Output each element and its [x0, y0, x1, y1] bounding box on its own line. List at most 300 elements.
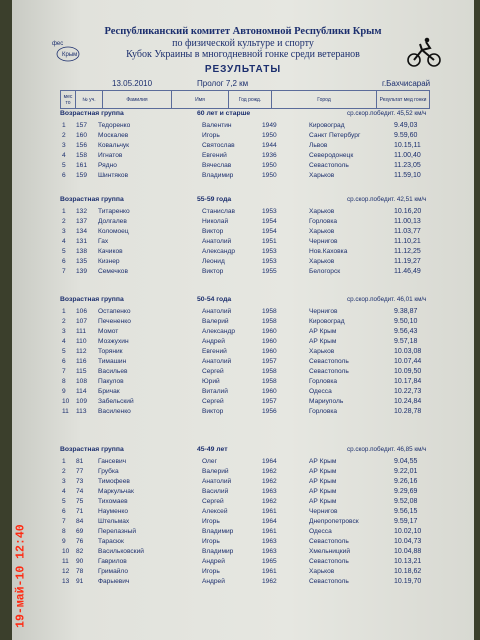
table-row [12, 528, 474, 536]
cell-city: Севастополь [309, 358, 349, 365]
cell-surname: Качиков [98, 248, 123, 255]
cell-bib: 81 [76, 458, 84, 465]
cell-place: 1 [62, 122, 66, 129]
cell-surname: Остапенко [98, 308, 131, 315]
group-winner-speed: ср.скор.победит. 46,01 км/ч [347, 296, 427, 303]
cell-surname: Тимашин [98, 358, 127, 365]
cell-surname: Ковальчук [98, 142, 130, 149]
table-row [12, 458, 474, 466]
table-row [12, 228, 474, 236]
cell-city: Харьков [309, 228, 335, 235]
cell-surname: Кизнер [98, 258, 120, 265]
cell-name: Сергей [202, 368, 224, 375]
cell-bib: 82 [76, 548, 84, 555]
cell-place: 4 [62, 488, 66, 495]
cell-place: 3 [62, 228, 66, 235]
cell-city: Северодонецк [309, 152, 354, 159]
cell-bib: 132 [76, 208, 88, 215]
cell-surname: Забельский [98, 398, 134, 405]
cell-birth-year: 1954 [262, 228, 277, 235]
table-row [12, 468, 474, 476]
cell-birth-year: 1963 [262, 538, 277, 545]
cell-surname: Мозжухин [98, 338, 129, 345]
cell-name: Вячеслав [202, 162, 232, 169]
table-row [12, 388, 474, 396]
cell-bib: 159 [76, 172, 88, 179]
cell-city: Горловка [309, 408, 338, 415]
cell-name: Виктор [202, 228, 224, 235]
cell-result: 11.59,10 [394, 172, 421, 179]
cell-birth-year: 1950 [262, 172, 277, 179]
cell-bib: 138 [76, 248, 88, 255]
cell-result: 9.59,17 [394, 518, 418, 525]
cell-birth-year: 1950 [262, 162, 277, 169]
cell-bib: 158 [76, 152, 88, 159]
cell-city: Севастополь [309, 538, 349, 545]
cell-name: Олег [202, 458, 217, 465]
cell-result: 10.09,50 [394, 368, 422, 375]
cell-birth-year: 1953 [262, 208, 277, 215]
table-row [12, 308, 474, 316]
table-row [12, 478, 474, 486]
cell-place: 7 [62, 268, 66, 275]
cell-surname: Тимофеев [98, 478, 130, 485]
cell-city: Горловка [309, 218, 338, 225]
cell-surname: Гансевич [98, 458, 127, 465]
cell-birth-year: 1965 [262, 558, 277, 565]
cell-place: 12 [62, 568, 70, 575]
cell-result: 11.10,21 [394, 238, 421, 245]
cell-name: Евгений [202, 348, 227, 355]
cell-city: АР Крым [309, 338, 337, 345]
cell-place: 5 [62, 162, 66, 169]
cell-result: 11.23,05 [394, 162, 421, 169]
cell-bib: 106 [76, 308, 88, 315]
cell-bib: 116 [76, 358, 87, 365]
cell-surname: Науменко [98, 508, 129, 515]
cell-city: Кировоград [309, 318, 345, 325]
race-date: 13.05.2010 [112, 79, 153, 88]
cell-surname: Семечков [98, 268, 128, 275]
cell-city: Севастополь [309, 368, 349, 375]
group-age-range: 45-49 лет [197, 446, 228, 453]
table-row [12, 162, 474, 170]
cell-result: 9.29,69 [394, 488, 418, 495]
cell-city: Одесса [309, 388, 332, 395]
col-result: Результат мед гонки [379, 96, 427, 103]
cell-birth-year: 1955 [262, 268, 277, 275]
cell-place: 7 [62, 368, 66, 375]
cell-birth-year: 1957 [262, 398, 277, 405]
cell-result: 9.56,15 [394, 508, 418, 515]
cell-result: 10.13,21 [394, 558, 422, 565]
table-row [12, 348, 474, 356]
cell-name: Станислав [202, 208, 236, 215]
cell-city: АР Крым [309, 478, 337, 485]
cell-bib: 139 [76, 268, 88, 275]
cell-city: Чернигов [309, 308, 338, 315]
cell-bib: 160 [76, 132, 88, 139]
cell-place: 9 [62, 388, 66, 395]
cell-city: АР Крым [309, 468, 337, 475]
table-row [12, 518, 474, 526]
cell-place: 8 [62, 528, 66, 535]
cell-result: 11.00,40 [394, 152, 421, 159]
cell-birth-year: 1957 [262, 358, 277, 365]
cell-bib: 71 [76, 508, 84, 515]
cell-surname: Пакулов [98, 378, 124, 385]
cell-city: Белогорск [309, 268, 341, 275]
cell-birth-year: 1954 [262, 218, 277, 225]
cell-surname: Коломоец [98, 228, 129, 235]
cell-name: Игорь [202, 518, 220, 525]
cell-city: АР Крым [309, 458, 337, 465]
group-age-range: 50-54 года [197, 296, 232, 303]
cell-place: 8 [62, 378, 66, 385]
cell-bib: 84 [76, 518, 84, 525]
cell-result: 10.17,84 [394, 378, 422, 385]
group-winner-speed: ср.скор.победит. 46,85 км/ч [347, 446, 427, 453]
cell-place: 2 [62, 318, 66, 325]
cell-name: Анатолий [202, 308, 232, 315]
cell-result: 11.46,49 [394, 268, 421, 275]
cell-city: Харьков [309, 208, 335, 215]
cell-surname: Москалев [98, 132, 129, 139]
cell-surname: Торяник [98, 348, 123, 355]
cell-birth-year: 1960 [262, 338, 277, 345]
table-row [12, 368, 474, 376]
cell-result: 11.03,77 [394, 228, 421, 235]
cell-birth-year: 1962 [262, 578, 277, 585]
cell-result: 10.15,11 [394, 142, 421, 149]
cell-result: 10.02,10 [394, 528, 422, 535]
group-label: Возрастная группа [60, 446, 124, 453]
cell-bib: 112 [76, 348, 87, 355]
cell-city: Чернигов [309, 508, 338, 515]
cell-result: 9.59,60 [394, 132, 418, 139]
cell-result: 10.04,88 [394, 548, 422, 555]
table-row [12, 398, 474, 406]
cell-bib: 69 [76, 528, 84, 535]
cell-place: 2 [62, 132, 66, 139]
race-city: г.Бахчисарай [382, 79, 431, 88]
cell-place: 7 [62, 518, 66, 525]
cell-bib: 113 [76, 408, 87, 415]
cell-place: 3 [62, 142, 66, 149]
cell-bib: 114 [76, 388, 87, 395]
cell-place: 1 [62, 308, 66, 315]
cell-result: 10.24,84 [394, 398, 422, 405]
cell-bib: 108 [76, 378, 88, 385]
cell-surname: Гримайло [98, 568, 129, 575]
cell-city: АР Крым [309, 488, 337, 495]
cell-place: 10 [62, 398, 70, 405]
group-winner-speed: ср.скор.победит. 45,52 км/ч [347, 110, 427, 117]
cell-surname: Маркульчак [98, 488, 134, 495]
results-sheet [12, 0, 474, 640]
timestamp-text: 19-май-10 12:40 [14, 524, 28, 628]
cell-place: 5 [62, 498, 66, 505]
cell-birth-year: 1963 [262, 488, 277, 495]
cell-bib: 75 [76, 498, 84, 505]
cell-city: АР Крым [309, 328, 337, 335]
cell-bib: 77 [76, 468, 84, 475]
cell-place: 6 [62, 508, 66, 515]
cell-result: 11.00,13 [394, 218, 421, 225]
cell-city: Кировоград [309, 122, 345, 129]
cell-city: Мариуполь [309, 398, 344, 405]
cell-result: 9.49,03 [394, 122, 418, 129]
col-birth-year: Год рожд. [229, 91, 272, 108]
cell-place: 11 [62, 558, 69, 565]
cell-place: 2 [62, 218, 66, 225]
cell-surname: Игнатов [98, 152, 123, 159]
cell-city: Харьков [309, 172, 335, 179]
cell-birth-year: 1944 [262, 142, 277, 149]
cell-result: 10.18,62 [394, 568, 422, 575]
cell-birth-year: 1961 [262, 528, 277, 535]
cell-name: Виктор [202, 268, 224, 275]
cell-city: АР Крым [309, 498, 337, 505]
cell-name: Андрей [202, 558, 225, 565]
cell-place: 11 [62, 408, 69, 415]
cell-place: 1 [62, 208, 66, 215]
table-row [12, 408, 474, 416]
table-row [12, 508, 474, 516]
group-age-range: 60 лет и старше [197, 110, 251, 117]
cell-place: 3 [62, 478, 66, 485]
cell-name: Валерий [202, 468, 229, 475]
cell-bib: 111 [76, 328, 87, 335]
cell-bib: 131 [76, 238, 88, 245]
table-row [12, 538, 474, 546]
cell-birth-year: 1949 [262, 122, 277, 129]
cell-name: Леонид [202, 258, 225, 265]
col-city: Город [272, 91, 377, 108]
cell-bib: 91 [76, 578, 84, 585]
cell-birth-year: 1951 [262, 238, 277, 245]
cell-bib: 157 [76, 122, 88, 129]
cell-place: 4 [62, 152, 66, 159]
cell-surname: Титаренко [98, 208, 130, 215]
cell-birth-year: 1958 [262, 318, 277, 325]
cell-surname: Печененко [98, 318, 131, 325]
cell-result: 10.28,78 [394, 408, 422, 415]
cell-birth-year: 1962 [262, 478, 277, 485]
cell-surname: Штельмах [98, 518, 130, 525]
cell-place: 1 [62, 458, 66, 465]
cell-bib: 73 [76, 478, 84, 485]
cell-birth-year: 1962 [262, 498, 277, 505]
table-row [12, 132, 474, 140]
cell-city: Севастополь [309, 162, 349, 169]
cell-name: Андрей [202, 578, 225, 585]
cell-name: Юрий [202, 378, 220, 385]
cell-name: Игорь [202, 132, 220, 139]
cell-name: Андрей [202, 338, 225, 345]
cell-surname: Гаврилов [98, 558, 127, 565]
header-committee: Республиканский комитет Автономной Республики Крым [104, 26, 382, 37]
table-row [12, 498, 474, 506]
cell-result: 9.50,10 [394, 318, 418, 325]
cell-city: Одесса [309, 528, 332, 535]
table-row [12, 208, 474, 216]
cell-surname: Фарыевич [98, 578, 130, 585]
cell-birth-year: 1953 [262, 258, 277, 265]
table-row [12, 218, 474, 226]
cell-place: 2 [62, 468, 66, 475]
cell-birth-year: 1963 [262, 548, 277, 555]
cell-place: 13 [62, 578, 70, 585]
cell-birth-year: 1960 [262, 388, 277, 395]
table-header [60, 90, 430, 109]
cell-birth-year: 1964 [262, 458, 277, 465]
cell-place: 5 [62, 348, 66, 355]
cell-bib: 135 [76, 258, 88, 265]
cell-birth-year: 1962 [262, 468, 277, 475]
cell-place: 5 [62, 248, 66, 255]
cell-name: Владимир [202, 172, 234, 179]
cell-bib: 78 [76, 568, 84, 575]
cell-result: 9.22,01 [394, 468, 418, 475]
cell-result: 11.19,27 [394, 258, 421, 265]
col-place: мес то [61, 91, 76, 108]
table-row [12, 338, 474, 346]
cell-result: 9.52,08 [394, 498, 418, 505]
table-row [12, 578, 474, 586]
cell-birth-year: 1936 [262, 152, 277, 159]
cell-name: Александр [202, 248, 235, 255]
cell-place: 3 [62, 328, 66, 335]
cell-birth-year: 1961 [262, 568, 277, 575]
cell-name: Святослав [202, 142, 235, 149]
header-cup: Кубок Украины в многодневной гонке среди ветеранов [126, 49, 360, 60]
cell-birth-year: 1961 [262, 508, 277, 515]
cell-result: 11.12,25 [394, 248, 421, 255]
header-sport: по физической культуре и спорту [172, 38, 314, 49]
cell-bib: 109 [76, 398, 88, 405]
cell-place: 6 [62, 258, 66, 265]
cell-city: Севастополь [309, 558, 349, 565]
cell-name: Виктор [202, 408, 224, 415]
cell-city: Севастополь [309, 578, 349, 585]
cell-city: Харьков [309, 348, 335, 355]
cell-birth-year: 1964 [262, 518, 277, 525]
cell-result: 9.57,18 [394, 338, 418, 345]
cell-surname: Момот [98, 328, 119, 335]
cell-bib: 107 [76, 318, 88, 325]
cell-bib: 76 [76, 538, 84, 545]
cell-city: Нов.Каховка [309, 248, 348, 255]
cell-bib: 115 [76, 368, 87, 375]
cell-name: Валентин [202, 122, 232, 129]
cell-name: Владимир [202, 548, 234, 555]
group-winner-speed: ср.скор.победит. 42,51 км/ч [347, 196, 427, 203]
cell-city: Чернигов [309, 238, 338, 245]
table-row [12, 172, 474, 180]
logo-bottom-text: Крым [62, 52, 78, 58]
table-row [12, 558, 474, 566]
cell-place: 6 [62, 172, 66, 179]
cell-name: Игорь [202, 538, 220, 545]
table-row [12, 152, 474, 160]
logo-top-text: фес [52, 41, 64, 47]
group-label: Возрастная группа [60, 296, 124, 303]
cell-result: 10.19,70 [394, 578, 422, 585]
cell-birth-year: 1958 [262, 368, 277, 375]
col-surname: Фамилия [103, 91, 172, 108]
cell-surname: Шинтяков [98, 172, 129, 179]
cell-surname: Перелазный [98, 528, 137, 535]
cell-city: Горловка [309, 378, 338, 385]
table-row [12, 122, 474, 130]
cell-result: 10.22,73 [394, 388, 422, 395]
table-row [12, 318, 474, 326]
cell-city: Харьков [309, 568, 335, 575]
col-bib: № уч. [76, 91, 103, 108]
page-title: РЕЗУЛЬТАТЫ [204, 64, 282, 75]
cell-result: 10.04,73 [394, 538, 422, 545]
cell-name: Игорь [202, 568, 220, 575]
race-stage: Пролог 7,2 км [197, 79, 249, 88]
group-age-range: 55-59 года [197, 196, 232, 203]
cell-city: Харьков [309, 258, 335, 265]
table-row [12, 378, 474, 386]
cell-name: Николай [202, 218, 229, 225]
cell-city: Днепропетровск [309, 518, 359, 525]
cell-name: Александр [202, 328, 235, 335]
cell-result: 10.03,08 [394, 348, 422, 355]
cell-city: Санкт Петербург [309, 132, 361, 139]
table-row [12, 548, 474, 556]
cell-surname: Тедоренко [98, 122, 131, 129]
table-row [12, 268, 474, 276]
cell-bib: 137 [76, 218, 88, 225]
cell-surname: Гах [98, 238, 109, 245]
cell-birth-year: 1953 [262, 248, 277, 255]
cell-name: Василий [202, 488, 229, 495]
cell-surname: Долгалев [98, 218, 127, 225]
cell-bib: 74 [76, 488, 84, 495]
cell-place: 4 [62, 338, 66, 345]
table-row [12, 238, 474, 246]
cell-name: Алексей [202, 508, 228, 515]
cell-name: Анатолий [202, 238, 232, 245]
cell-name: Анатолий [202, 478, 232, 485]
col-name: Имя [172, 91, 229, 108]
cell-bib: 90 [76, 558, 84, 565]
cell-surname: Василенко [98, 408, 131, 415]
cell-birth-year: 1958 [262, 308, 277, 315]
group-label: Возрастная группа [60, 196, 124, 203]
cell-surname: Тихомаев [98, 498, 128, 505]
cell-name: Сергей [202, 398, 224, 405]
cell-birth-year: 1950 [262, 132, 277, 139]
cell-birth-year: 1958 [262, 378, 277, 385]
cell-surname: Рядно [98, 162, 117, 169]
cell-result: 9.56,43 [394, 328, 418, 335]
cell-result: 10.07,44 [394, 358, 422, 365]
table-row [12, 258, 474, 266]
cell-bib: 156 [76, 142, 88, 149]
cell-name: Валерий [202, 318, 229, 325]
cell-birth-year: 1956 [262, 408, 277, 415]
cell-result: 9.38,87 [394, 308, 418, 315]
table-row [12, 248, 474, 256]
cell-result: 10.16,20 [394, 208, 422, 215]
cell-name: Евгений [202, 152, 227, 159]
table-row [12, 328, 474, 336]
